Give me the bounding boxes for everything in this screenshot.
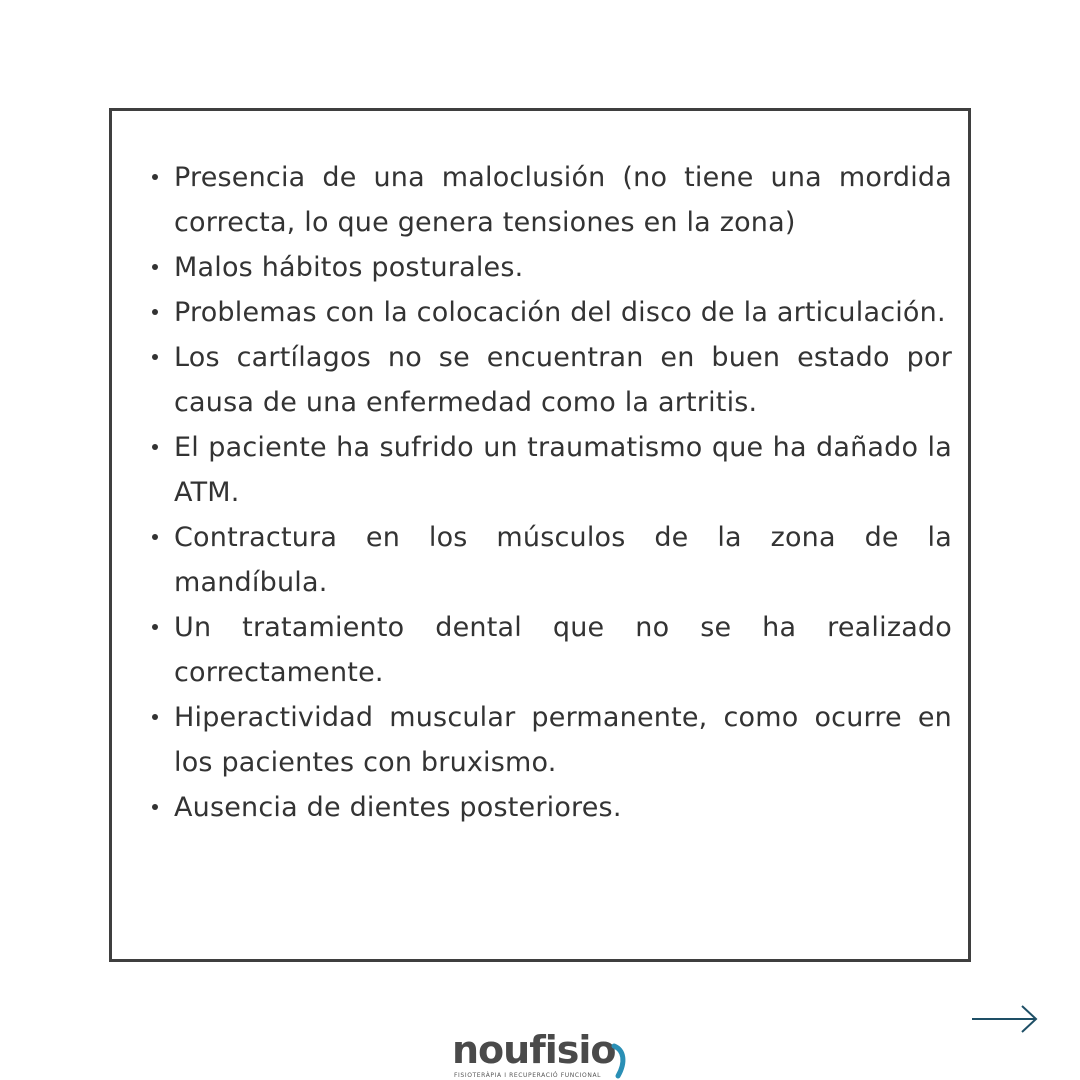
content-card xyxy=(109,108,971,962)
cause-list xyxy=(174,155,952,830)
logo-wordmark: noufisio xyxy=(452,1028,616,1072)
bullet-icon xyxy=(152,264,158,270)
list-item-text: Hiperactividad muscular permanente, como ocurre en los pacientes con bruxismo. xyxy=(174,702,952,778)
bullet-icon xyxy=(152,624,158,630)
bullet-icon xyxy=(152,444,158,450)
list-item-text: Un tratamiento dental que no se ha realizado correctamente. xyxy=(174,612,952,688)
bullet-icon xyxy=(152,804,158,810)
list-item xyxy=(174,155,952,245)
list-item-text: El paciente ha sufrido un traumatismo que ha dañado la ATM. xyxy=(174,432,952,508)
list-item-text: Presencia de una maloclusión (no tiene una mordida correcta, lo que genera tensiones en la zona) xyxy=(174,162,952,238)
list-item xyxy=(174,785,952,830)
list-item xyxy=(174,245,952,290)
list-item-text: Ausencia de dientes posteriores. xyxy=(174,792,622,823)
bullet-icon xyxy=(152,534,158,540)
logo-swoosh-icon xyxy=(610,1042,632,1080)
arrow-right-icon[interactable] xyxy=(970,1004,1040,1034)
list-item-text: Problemas con la colocación del disco de la articulación. xyxy=(174,297,946,328)
brand-logo xyxy=(452,1030,632,1080)
list-item-text: Contractura en los músculos de la zona de la mandíbula. xyxy=(174,522,952,598)
list-item xyxy=(174,290,952,335)
bullet-icon xyxy=(152,714,158,720)
list-item xyxy=(174,605,952,695)
list-item xyxy=(174,425,952,515)
bullet-icon xyxy=(152,174,158,180)
list-item xyxy=(174,335,952,425)
list-item xyxy=(174,695,952,785)
bullet-icon xyxy=(152,309,158,315)
logo-tagline: FISIOTERÀPIA I RECUPERACIÓ FUNCIONAL xyxy=(454,1072,602,1079)
list-item-text: Malos hábitos posturales. xyxy=(174,252,524,283)
list-item xyxy=(174,515,952,605)
list-item-text: Los cartílagos no se encuentran en buen estado por causa de una enfermedad como la artritis. xyxy=(174,342,952,418)
bullet-icon xyxy=(152,354,158,360)
